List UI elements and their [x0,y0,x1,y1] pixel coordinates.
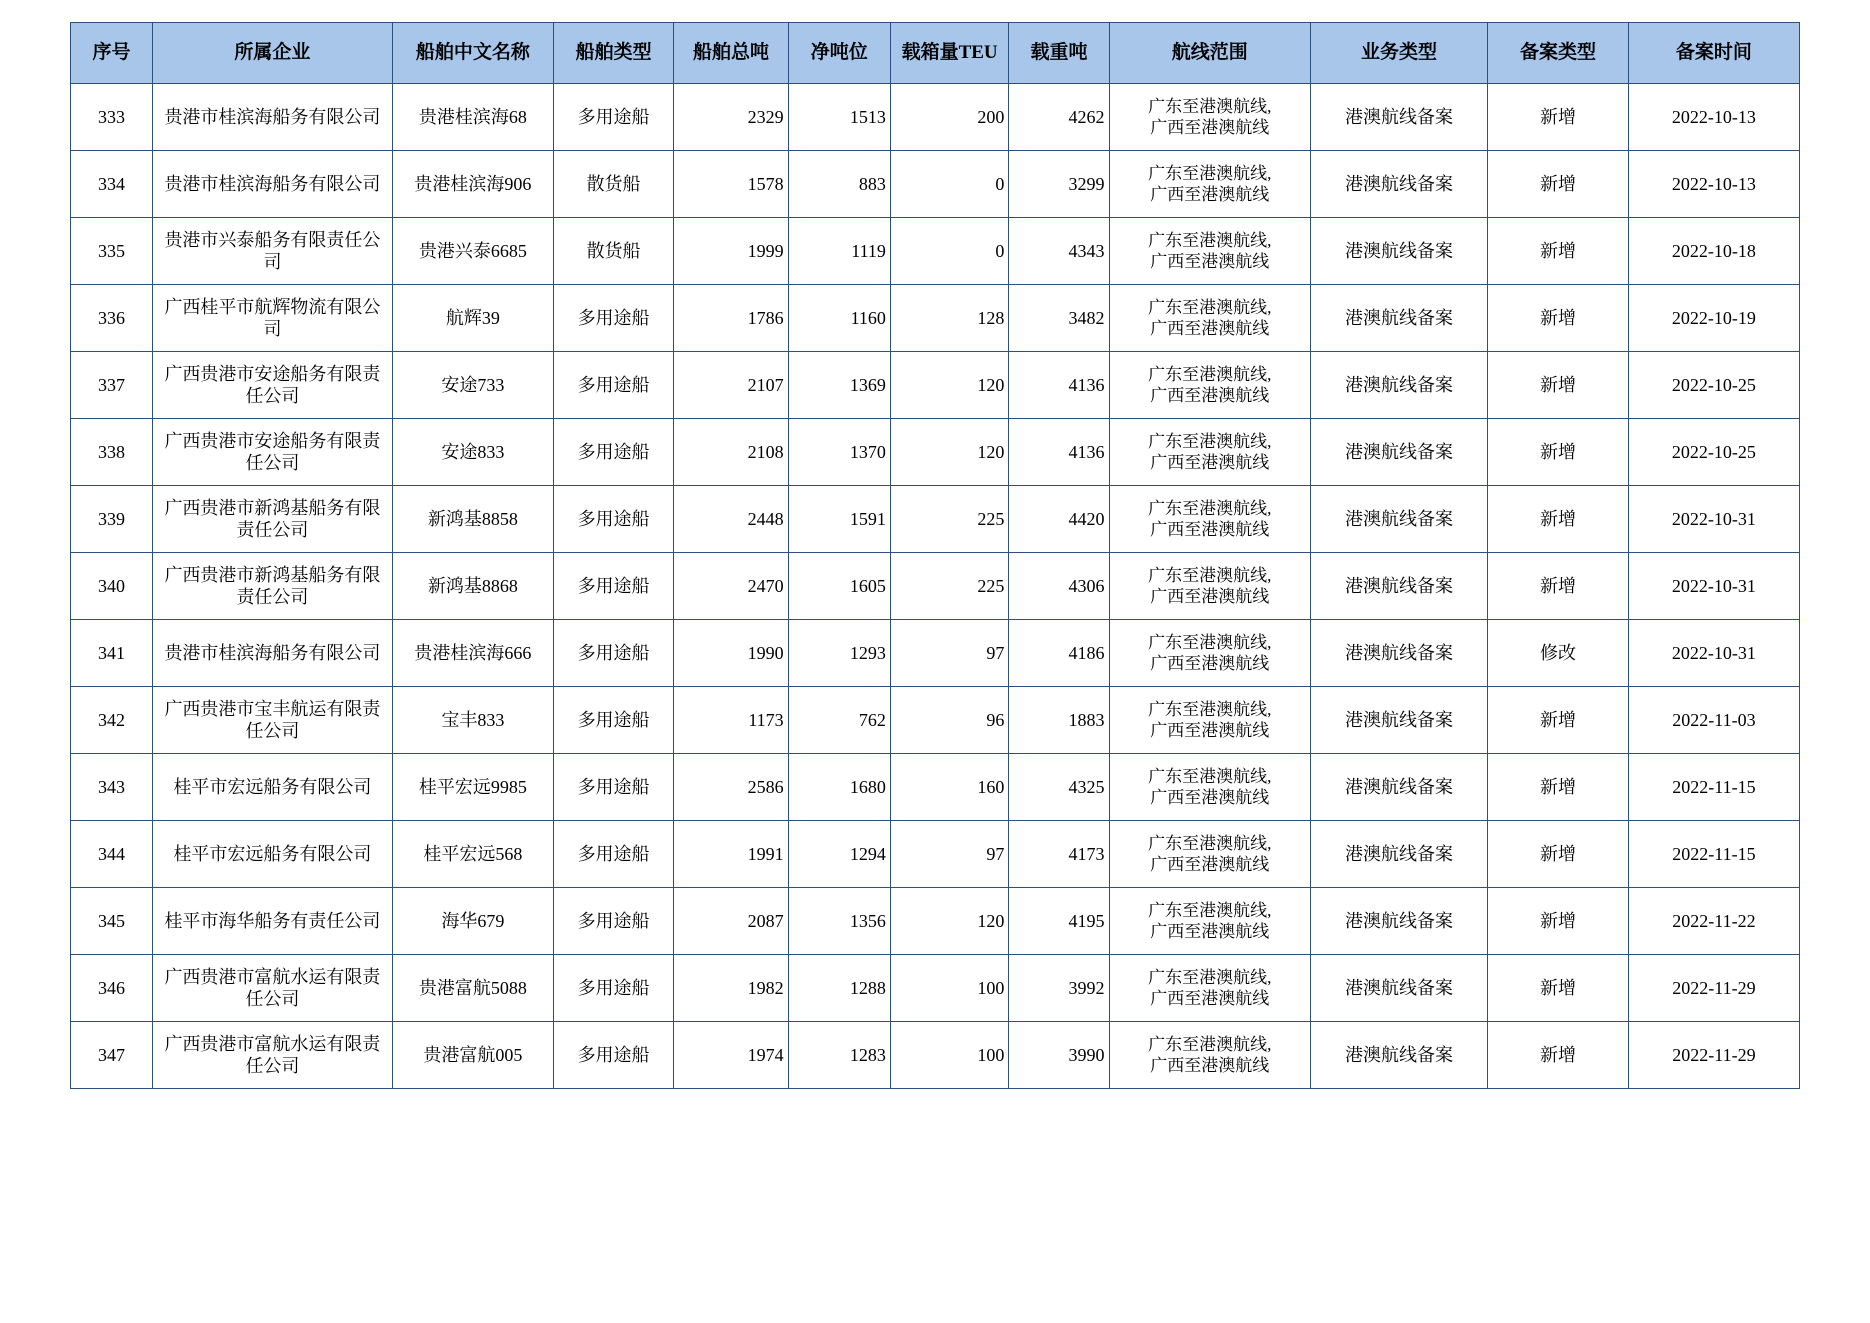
cell-business-type: 港澳航线备案 [1310,352,1487,419]
route-line-1: 广东至港澳航线, [1148,96,1272,116]
cell-deadweight: 3482 [1009,285,1109,352]
cell-index: 341 [71,620,153,687]
cell-deadweight: 4195 [1009,888,1109,955]
cell-record-date: 2022-10-13 [1628,84,1799,151]
cell-business-type: 港澳航线备案 [1310,888,1487,955]
cell-record-type: 新增 [1488,486,1629,553]
cell-ship-name: 安途733 [392,352,553,419]
column-header-teu: 载箱量TEU [890,23,1008,84]
column-header-record-type: 备案类型 [1488,23,1629,84]
cell-route-scope [1109,486,1310,553]
cell-net-tonnage: 1294 [788,821,890,888]
cell-gross-tons: 1991 [674,821,788,888]
cell-deadweight: 4136 [1009,419,1109,486]
cell-index: 347 [71,1022,153,1089]
cell-route-scope [1109,888,1310,955]
column-header-deadweight: 载重吨 [1009,23,1109,84]
route-line-2: 广西至港澳航线 [1150,788,1270,807]
cell-teu: 0 [890,218,1008,285]
cell-teu: 160 [890,754,1008,821]
route-line-2: 广西至港澳航线 [1150,922,1270,941]
table-row [71,553,1800,620]
route-line-1: 广东至港澳航线, [1148,967,1272,987]
cell-business-type: 港澳航线备案 [1310,419,1487,486]
route-line-2: 广西至港澳航线 [1150,855,1270,874]
route-line-2: 广西至港澳航线 [1150,453,1270,472]
cell-record-date: 2022-11-15 [1628,821,1799,888]
cell-deadweight: 3992 [1009,955,1109,1022]
cell-record-type: 新增 [1488,151,1629,218]
cell-company: 广西贵港市新鸿基船务有限责任公司 [152,553,392,620]
cell-gross-tons: 1578 [674,151,788,218]
cell-gross-tons: 2108 [674,419,788,486]
table-row [71,754,1800,821]
cell-record-date: 2022-10-13 [1628,151,1799,218]
cell-ship-type: 多用途船 [553,285,673,352]
table-row [71,419,1800,486]
cell-ship-type: 多用途船 [553,486,673,553]
cell-ship-type: 多用途船 [553,955,673,1022]
cell-route-scope [1109,84,1310,151]
route-line-2: 广西至港澳航线 [1150,386,1270,405]
cell-index: 340 [71,553,153,620]
cell-business-type: 港澳航线备案 [1310,84,1487,151]
cell-route-scope [1109,419,1310,486]
cell-teu: 100 [890,1022,1008,1089]
route-line-2: 广西至港澳航线 [1150,118,1270,137]
cell-company: 桂平市海华船务有责任公司 [152,888,392,955]
cell-ship-type: 多用途船 [553,888,673,955]
column-header-ship-name: 船舶中文名称 [392,23,553,84]
table-row [71,151,1800,218]
cell-record-type: 新增 [1488,821,1629,888]
cell-record-type: 新增 [1488,687,1629,754]
cell-index: 343 [71,754,153,821]
cell-teu: 120 [890,352,1008,419]
cell-ship-name: 航辉39 [392,285,553,352]
route-line-1: 广东至港澳航线, [1148,766,1272,786]
cell-teu: 120 [890,419,1008,486]
cell-deadweight: 4173 [1009,821,1109,888]
route-line-1: 广东至港澳航线, [1148,833,1272,853]
cell-record-date: 2022-11-22 [1628,888,1799,955]
table-row [71,687,1800,754]
cell-business-type: 港澳航线备案 [1310,151,1487,218]
cell-deadweight: 1883 [1009,687,1109,754]
cell-gross-tons: 2448 [674,486,788,553]
cell-record-type: 新增 [1488,218,1629,285]
cell-ship-name: 新鸿基8868 [392,553,553,620]
cell-net-tonnage: 1283 [788,1022,890,1089]
cell-deadweight: 3299 [1009,151,1109,218]
route-line-1: 广东至港澳航线, [1148,297,1272,317]
cell-deadweight: 3990 [1009,1022,1109,1089]
column-header-net-tonnage: 净吨位 [788,23,890,84]
route-line-1: 广东至港澳航线, [1148,230,1272,250]
route-line-2: 广西至港澳航线 [1150,654,1270,673]
cell-route-scope [1109,151,1310,218]
table-body [71,84,1800,1089]
cell-record-type: 新增 [1488,1022,1629,1089]
cell-company: 广西贵港市富航水运有限责任公司 [152,1022,392,1089]
cell-record-type: 新增 [1488,888,1629,955]
cell-deadweight: 4420 [1009,486,1109,553]
cell-gross-tons: 1173 [674,687,788,754]
cell-company: 贵港市桂滨海船务有限公司 [152,84,392,151]
route-line-1: 广东至港澳航线, [1148,431,1272,451]
table-row [71,352,1800,419]
cell-record-type: 新增 [1488,955,1629,1022]
cell-route-scope [1109,955,1310,1022]
route-line-2: 广西至港澳航线 [1150,252,1270,271]
cell-company: 贵港市桂滨海船务有限公司 [152,151,392,218]
cell-net-tonnage: 762 [788,687,890,754]
cell-index: 346 [71,955,153,1022]
cell-route-scope [1109,620,1310,687]
cell-ship-type: 多用途船 [553,352,673,419]
cell-route-scope [1109,754,1310,821]
cell-ship-name: 桂平宏远568 [392,821,553,888]
cell-ship-name: 贵港桂滨海906 [392,151,553,218]
cell-ship-name: 贵港富航5088 [392,955,553,1022]
cell-record-date: 2022-11-15 [1628,754,1799,821]
column-header-company: 所属企业 [152,23,392,84]
cell-company: 广西贵港市安途船务有限责任公司 [152,352,392,419]
cell-route-scope [1109,352,1310,419]
cell-ship-name: 宝丰833 [392,687,553,754]
cell-record-date: 2022-11-03 [1628,687,1799,754]
cell-ship-name: 海华679 [392,888,553,955]
cell-teu: 97 [890,821,1008,888]
cell-deadweight: 4136 [1009,352,1109,419]
route-line-2: 广西至港澳航线 [1150,989,1270,1008]
cell-deadweight: 4343 [1009,218,1109,285]
route-line-2: 广西至港澳航线 [1150,587,1270,606]
cell-gross-tons: 2470 [674,553,788,620]
cell-net-tonnage: 1288 [788,955,890,1022]
route-line-2: 广西至港澳航线 [1150,185,1270,204]
route-line-1: 广东至港澳航线, [1148,699,1272,719]
column-header-gross-tons: 船舶总吨 [674,23,788,84]
cell-company: 贵港市桂滨海船务有限公司 [152,620,392,687]
cell-teu: 120 [890,888,1008,955]
cell-net-tonnage: 1513 [788,84,890,151]
cell-company: 贵港市兴泰船务有限责任公司 [152,218,392,285]
route-line-1: 广东至港澳航线, [1148,1034,1272,1054]
cell-teu: 96 [890,687,1008,754]
cell-record-type: 新增 [1488,553,1629,620]
table-row [71,218,1800,285]
cell-record-type: 新增 [1488,285,1629,352]
cell-route-scope [1109,1022,1310,1089]
cell-gross-tons: 1974 [674,1022,788,1089]
cell-record-date: 2022-10-18 [1628,218,1799,285]
table-row [71,955,1800,1022]
cell-index: 337 [71,352,153,419]
cell-route-scope [1109,553,1310,620]
table-row [71,821,1800,888]
column-header-record-date: 备案时间 [1628,23,1799,84]
cell-record-type: 新增 [1488,419,1629,486]
route-line-1: 广东至港澳航线, [1148,364,1272,384]
cell-net-tonnage: 1293 [788,620,890,687]
cell-record-type: 新增 [1488,84,1629,151]
cell-record-date: 2022-10-31 [1628,620,1799,687]
cell-deadweight: 4262 [1009,84,1109,151]
cell-ship-type: 散货船 [553,151,673,218]
cell-record-type: 新增 [1488,754,1629,821]
cell-index: 345 [71,888,153,955]
route-line-2: 广西至港澳航线 [1150,520,1270,539]
cell-teu: 225 [890,486,1008,553]
cell-record-date: 2022-10-25 [1628,419,1799,486]
cell-gross-tons: 1990 [674,620,788,687]
cell-index: 333 [71,84,153,151]
route-line-1: 广东至港澳航线, [1148,565,1272,585]
cell-gross-tons: 1999 [674,218,788,285]
column-header-index: 序号 [71,23,153,84]
cell-net-tonnage: 1119 [788,218,890,285]
cell-route-scope [1109,218,1310,285]
cell-index: 342 [71,687,153,754]
cell-company: 广西贵港市宝丰航运有限责任公司 [152,687,392,754]
cell-record-date: 2022-10-25 [1628,352,1799,419]
column-header-ship-type: 船舶类型 [553,23,673,84]
cell-ship-name: 贵港富航005 [392,1022,553,1089]
cell-company: 广西贵港市安途船务有限责任公司 [152,419,392,486]
cell-net-tonnage: 1680 [788,754,890,821]
route-line-1: 广东至港澳航线, [1148,498,1272,518]
cell-ship-type: 多用途船 [553,553,673,620]
cell-business-type: 港澳航线备案 [1310,553,1487,620]
cell-ship-type: 散货船 [553,218,673,285]
route-line-1: 广东至港澳航线, [1148,900,1272,920]
column-header-route-scope: 航线范围 [1109,23,1310,84]
cell-ship-type: 多用途船 [553,754,673,821]
table-row [71,1022,1800,1089]
cell-index: 335 [71,218,153,285]
cell-record-type: 新增 [1488,352,1629,419]
cell-teu: 200 [890,84,1008,151]
cell-gross-tons: 2087 [674,888,788,955]
cell-index: 339 [71,486,153,553]
cell-index: 336 [71,285,153,352]
cell-net-tonnage: 1356 [788,888,890,955]
route-line-2: 广西至港澳航线 [1150,721,1270,740]
cell-teu: 128 [890,285,1008,352]
cell-record-date: 2022-11-29 [1628,1022,1799,1089]
cell-ship-name: 贵港桂滨海666 [392,620,553,687]
route-line-1: 广东至港澳航线, [1148,163,1272,183]
cell-net-tonnage: 1160 [788,285,890,352]
cell-record-date: 2022-10-19 [1628,285,1799,352]
cell-teu: 100 [890,955,1008,1022]
cell-gross-tons: 2107 [674,352,788,419]
cell-business-type: 港澳航线备案 [1310,687,1487,754]
cell-ship-name: 贵港桂滨海68 [392,84,553,151]
cell-business-type: 港澳航线备案 [1310,754,1487,821]
cell-teu: 0 [890,151,1008,218]
cell-deadweight: 4306 [1009,553,1109,620]
cell-gross-tons: 2329 [674,84,788,151]
cell-company: 广西贵港市新鸿基船务有限责任公司 [152,486,392,553]
cell-index: 338 [71,419,153,486]
cell-net-tonnage: 1605 [788,553,890,620]
cell-route-scope [1109,285,1310,352]
cell-ship-type: 多用途船 [553,84,673,151]
cell-company: 广西贵港市富航水运有限责任公司 [152,955,392,1022]
cell-gross-tons: 1982 [674,955,788,1022]
cell-ship-name: 新鸿基8858 [392,486,553,553]
cell-teu: 225 [890,553,1008,620]
column-header-business-type: 业务类型 [1310,23,1487,84]
cell-ship-name: 安途833 [392,419,553,486]
cell-record-date: 2022-10-31 [1628,486,1799,553]
cell-record-date: 2022-10-31 [1628,553,1799,620]
table-row [71,285,1800,352]
cell-business-type: 港澳航线备案 [1310,620,1487,687]
cell-business-type: 港澳航线备案 [1310,1022,1487,1089]
cell-company: 桂平市宏远船务有限公司 [152,754,392,821]
cell-net-tonnage: 883 [788,151,890,218]
cell-ship-type: 多用途船 [553,687,673,754]
cell-business-type: 港澳航线备案 [1310,285,1487,352]
table-row [71,84,1800,151]
cell-ship-name: 桂平宏远9985 [392,754,553,821]
cell-business-type: 港澳航线备案 [1310,955,1487,1022]
cell-ship-type: 多用途船 [553,821,673,888]
table-row [71,620,1800,687]
cell-business-type: 港澳航线备案 [1310,821,1487,888]
cell-ship-type: 多用途船 [553,419,673,486]
cell-business-type: 港澳航线备案 [1310,218,1487,285]
route-line-1: 广东至港澳航线, [1148,632,1272,652]
cell-ship-type: 多用途船 [553,1022,673,1089]
table-row [71,888,1800,955]
cell-company: 桂平市宏远船务有限公司 [152,821,392,888]
cell-record-date: 2022-11-29 [1628,955,1799,1022]
cell-business-type: 港澳航线备案 [1310,486,1487,553]
cell-record-type: 修改 [1488,620,1629,687]
table-header-row [71,23,1800,84]
cell-deadweight: 4325 [1009,754,1109,821]
table-header [71,23,1800,84]
cell-gross-tons: 1786 [674,285,788,352]
cell-deadweight: 4186 [1009,620,1109,687]
cell-index: 334 [71,151,153,218]
ship-registration-table [70,22,1800,1089]
cell-ship-type: 多用途船 [553,620,673,687]
cell-company: 广西桂平市航辉物流有限公司 [152,285,392,352]
cell-route-scope [1109,821,1310,888]
cell-index: 344 [71,821,153,888]
cell-net-tonnage: 1591 [788,486,890,553]
cell-ship-name: 贵港兴泰6685 [392,218,553,285]
cell-net-tonnage: 1369 [788,352,890,419]
route-line-2: 广西至港澳航线 [1150,319,1270,338]
cell-route-scope [1109,687,1310,754]
cell-teu: 97 [890,620,1008,687]
cell-gross-tons: 2586 [674,754,788,821]
cell-net-tonnage: 1370 [788,419,890,486]
route-line-2: 广西至港澳航线 [1150,1056,1270,1075]
table-row [71,486,1800,553]
